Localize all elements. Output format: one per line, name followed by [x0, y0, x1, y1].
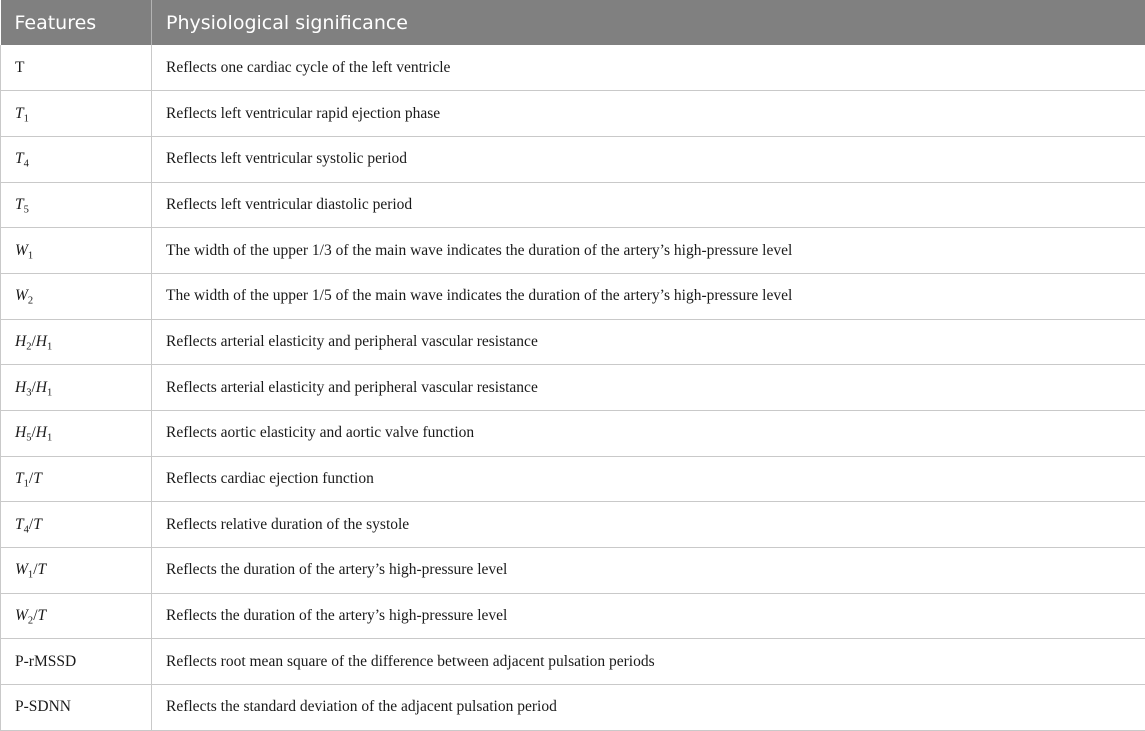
feature-cell: $W_2/T$ — [1, 593, 152, 639]
significance-cell: Reflects the standard deviation of the adjacent pulsation period — [152, 685, 1145, 731]
feature-cell: $H_2/H_1$ — [1, 319, 152, 365]
feature-cell: $T_4$ — [1, 136, 152, 182]
significance-cell: Reflects root mean square of the difference between adjacent pulsation periods — [152, 639, 1145, 685]
feature-cell: $W_1$ — [1, 228, 152, 274]
significance-cell: Reflects arterial elasticity and peripheral vascular resistance — [152, 365, 1145, 411]
table-row — [1, 91, 1145, 137]
header-features: Features — [1, 0, 152, 45]
table-row — [1, 685, 1145, 731]
table-row — [1, 502, 1145, 548]
feature-cell: $T_1/T$ — [1, 456, 152, 502]
significance-cell: Reflects arterial elasticity and peripheral vascular resistance — [152, 319, 1145, 365]
table-row — [1, 45, 1145, 91]
feature-cell: $T_1$ — [1, 91, 152, 137]
table-row — [1, 639, 1145, 685]
significance-cell: Reflects relative duration of the systole — [152, 502, 1145, 548]
significance-cell: Reflects the duration of the artery’s high-pressure level — [152, 593, 1145, 639]
table-body — [1, 45, 1145, 730]
significance-cell: Reflects aortic elasticity and aortic valve function — [152, 411, 1145, 457]
significance-cell: Reflects the duration of the artery’s high-pressure level — [152, 548, 1145, 594]
significance-cell: Reflects left ventricular diastolic period — [152, 182, 1145, 228]
significance-cell: Reflects cardiac ejection function — [152, 456, 1145, 502]
table-row — [1, 365, 1145, 411]
table-header — [1, 0, 1145, 45]
feature-cell: $H_5/H_1$ — [1, 411, 152, 457]
table-row — [1, 411, 1145, 457]
significance-cell: Reflects left ventricular systolic period — [152, 136, 1145, 182]
table-row — [1, 182, 1145, 228]
feature-cell: $W_1/T$ — [1, 548, 152, 594]
table-row — [1, 456, 1145, 502]
feature-cell: P-SDNN — [1, 685, 152, 731]
table-row — [1, 593, 1145, 639]
significance-cell: The width of the upper 1/3 of the main wave indicates the duration of the artery’s high-pressure level — [152, 228, 1145, 274]
table-row — [1, 319, 1145, 365]
significance-cell: Reflects one cardiac cycle of the left ventricle — [152, 45, 1145, 91]
feature-cell: T — [1, 45, 152, 91]
feature-cell: P-rMSSD — [1, 639, 152, 685]
table-row — [1, 273, 1145, 319]
feature-cell: $T_5$ — [1, 182, 152, 228]
header-physiological-significance: Physiological significance — [152, 0, 1145, 45]
table-row — [1, 548, 1145, 594]
feature-cell: $H_3/H_1$ — [1, 365, 152, 411]
feature-cell: $W_2$ — [1, 273, 152, 319]
significance-cell: Reflects left ventricular rapid ejection phase — [152, 91, 1145, 137]
header-row — [1, 0, 1145, 45]
table-row — [1, 136, 1145, 182]
feature-cell: $T_4/T$ — [1, 502, 152, 548]
significance-cell: The width of the upper 1/5 of the main wave indicates the duration of the artery’s high-pressure level — [152, 273, 1145, 319]
table-row — [1, 228, 1145, 274]
